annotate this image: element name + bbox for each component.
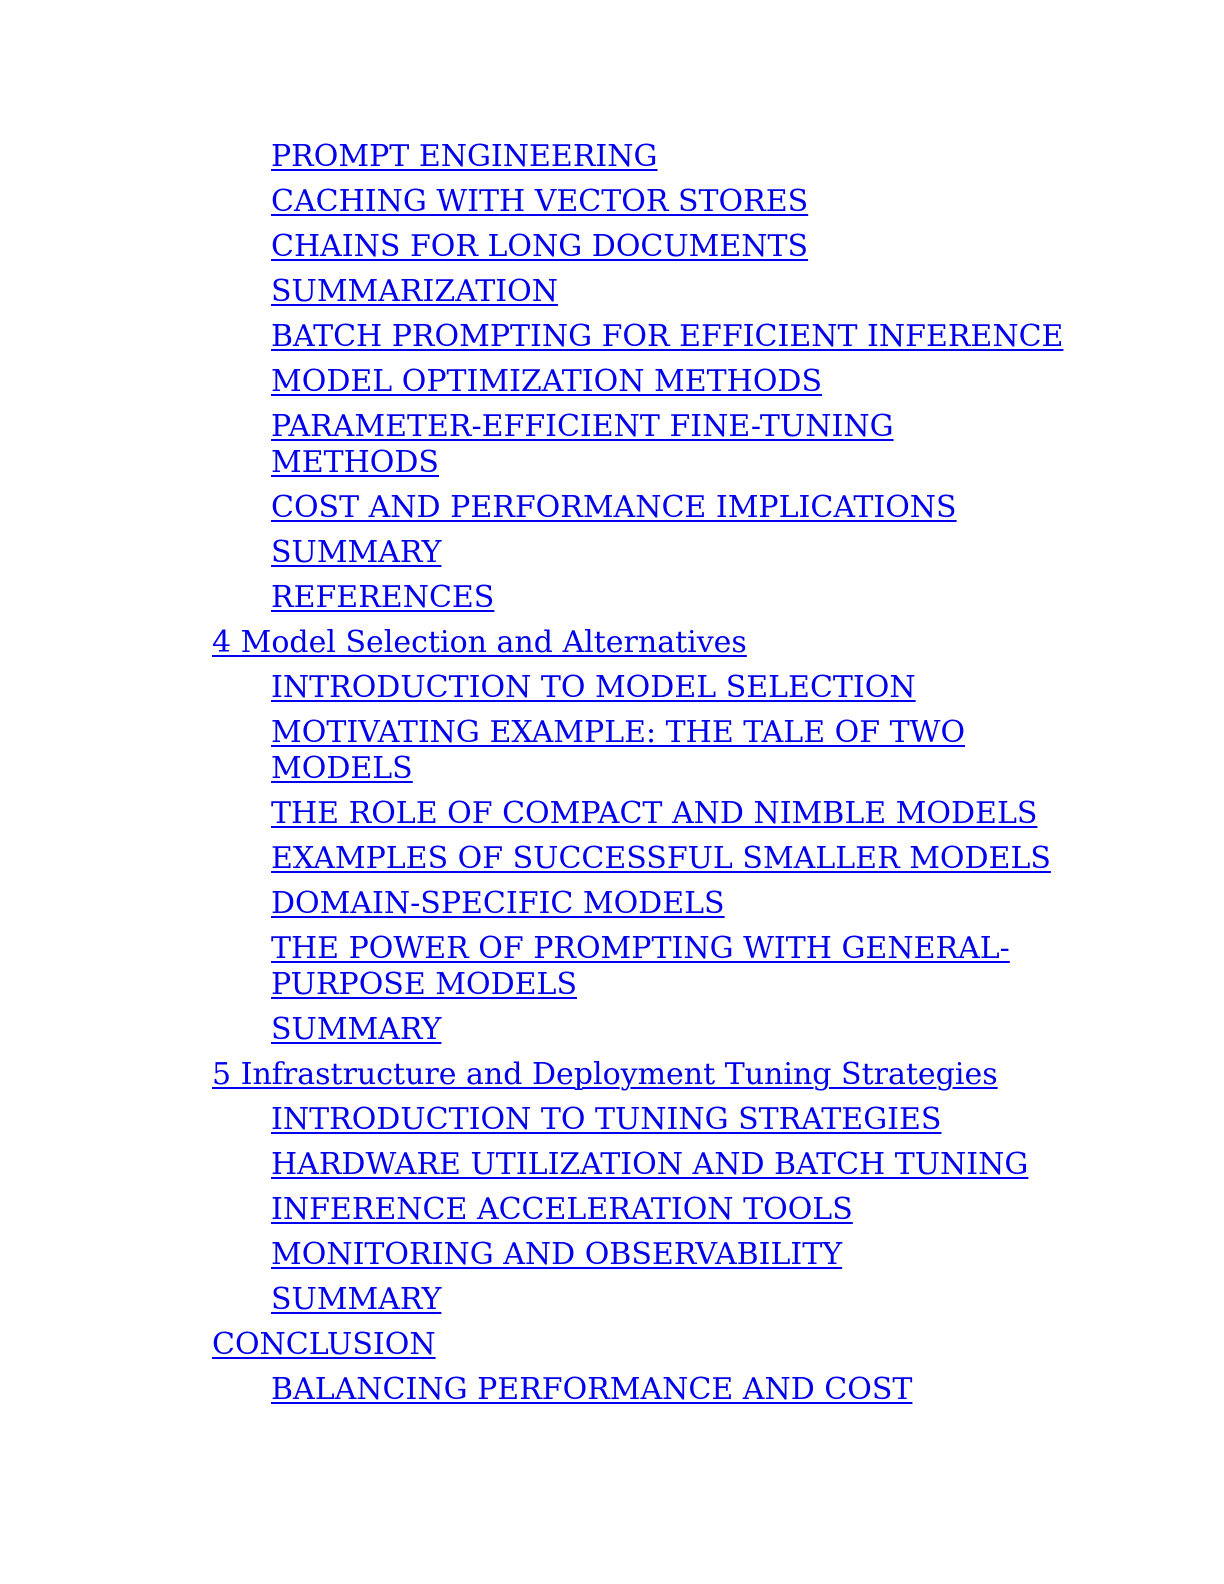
toc-link-cost-and-performance[interactable]: COST AND PERFORMANCE IMPLICATIONS — [271, 490, 957, 525]
toc-link-prompt-engineering[interactable]: PROMPT ENGINEERING — [271, 139, 658, 174]
toc-link-batch-prompting[interactable]: BATCH PROMPTING FOR EFFICIENT INFERENCE — [271, 319, 1064, 354]
table-of-contents — [0, 139, 1224, 1417]
toc-chapter-4-link[interactable]: 4 Model Selection and Alternatives — [212, 625, 747, 660]
toc-link-motivating-example[interactable]: MOTIVATING EXAMPLE: THE TALE OF TWO MODELS — [271, 715, 966, 786]
toc-link-peft-methods[interactable]: PARAMETER-EFFICIENT FINE-TUNING METHODS — [271, 409, 894, 480]
toc-link-intro-tuning-strategies[interactable]: INTRODUCTION TO TUNING STRATEGIES — [271, 1102, 942, 1137]
toc-chapter-5-link[interactable]: 5 Infrastructure and Deployment Tuning Strategies — [212, 1057, 998, 1092]
toc-link-successful-smaller-models[interactable]: EXAMPLES OF SUCCESSFUL SMALLER MODELS — [271, 841, 1051, 876]
toc-link-intro-model-selection[interactable]: INTRODUCTION TO MODEL SELECTION — [271, 670, 916, 705]
toc-link-chains-for-long-documents[interactable]: CHAINS FOR LONG DOCUMENTS — [271, 229, 809, 264]
toc-link-compact-models[interactable]: THE ROLE OF COMPACT AND NIMBLE MODELS — [271, 796, 1038, 831]
toc-link-inference-acceleration[interactable]: INFERENCE ACCELERATION TOOLS — [271, 1192, 853, 1227]
toc-link-summary[interactable]: SUMMARY — [271, 1282, 442, 1317]
toc-link-domain-specific-models[interactable]: DOMAIN-SPECIFIC MODELS — [271, 886, 725, 921]
toc-link-hardware-utilization[interactable]: HARDWARE UTILIZATION AND BATCH TUNING — [271, 1147, 1029, 1182]
toc-link-balancing-performance-cost[interactable]: BALANCING PERFORMANCE AND COST — [271, 1372, 913, 1407]
toc-conclusion-link[interactable]: CONCLUSION — [212, 1327, 436, 1362]
toc-link-model-optimization-methods[interactable]: MODEL OPTIMIZATION METHODS — [271, 364, 823, 399]
toc-link-caching-with-vector-stores[interactable]: CACHING WITH VECTOR STORES — [271, 184, 809, 219]
toc-link-power-of-prompting[interactable]: THE POWER OF PROMPTING WITH GENERAL-PURPOSE MODELS — [271, 931, 1010, 1002]
toc-link-summary[interactable]: SUMMARY — [271, 1012, 442, 1047]
toc-link-summary[interactable]: SUMMARY — [271, 535, 442, 570]
toc-link-summarization[interactable]: SUMMARIZATION — [271, 274, 558, 309]
toc-link-monitoring-observability[interactable]: MONITORING AND OBSERVABILITY — [271, 1237, 843, 1272]
toc-link-references[interactable]: REFERENCES — [271, 580, 495, 615]
